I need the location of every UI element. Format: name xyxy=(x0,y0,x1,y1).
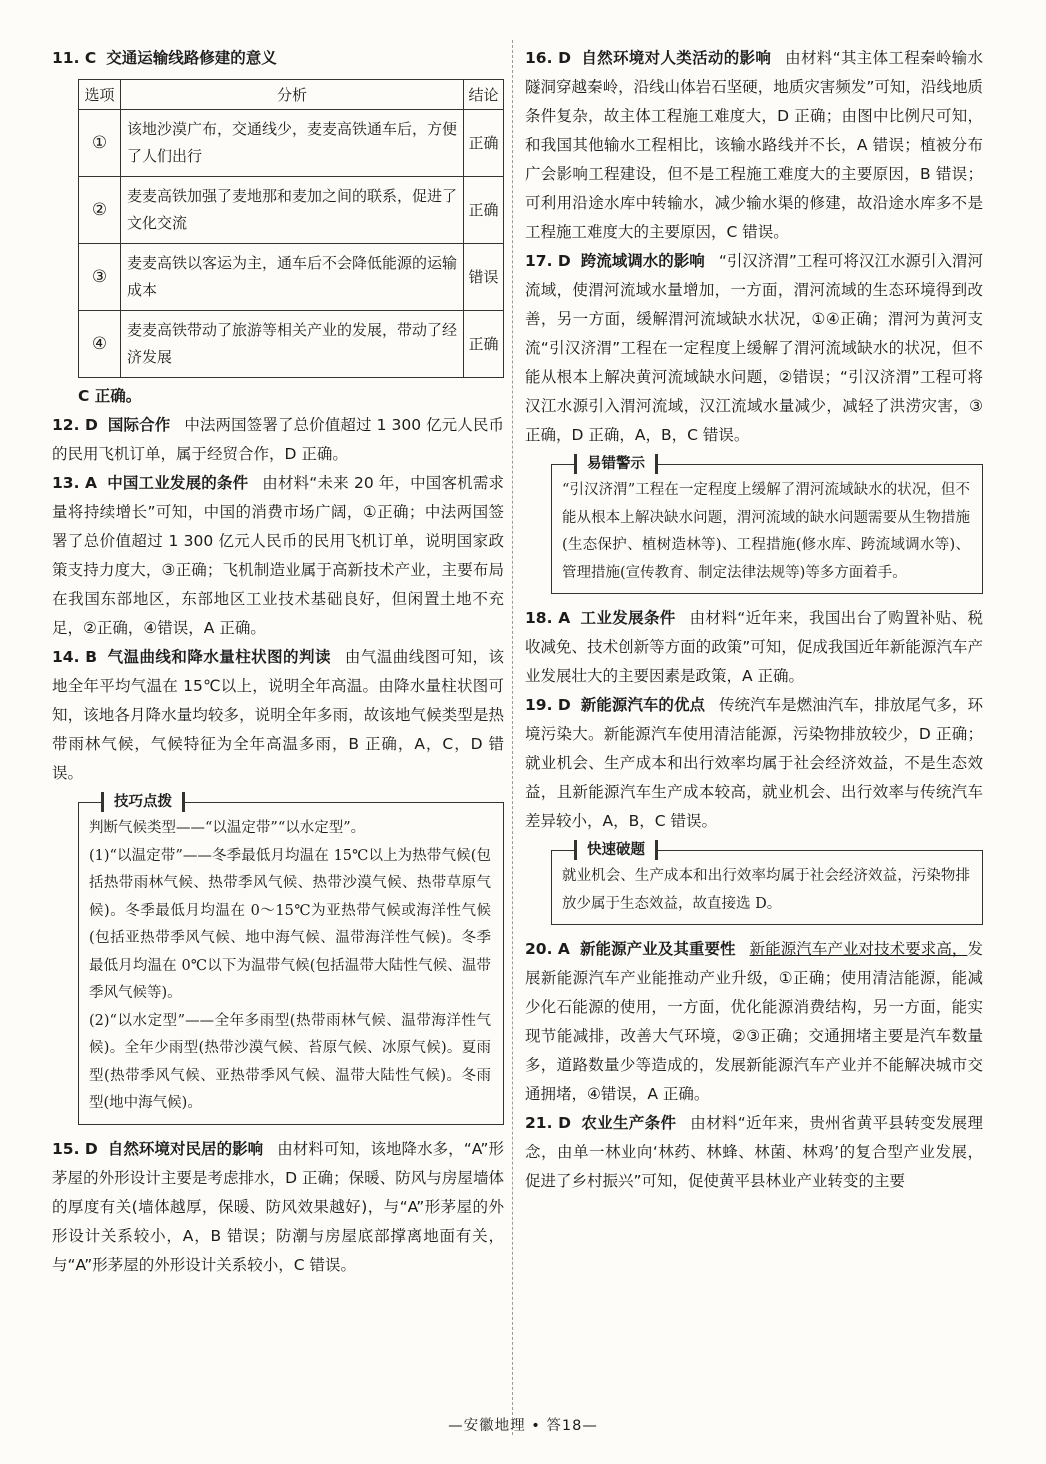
question-text: 由材料“近年来，贵州省黄平县转变发展理念，由单一林业向‘林药、林蜂、林菌、林鸡’的复合型产业发展，促进了乡村振兴”可知，促使黄平县林业产业转变的主要 xyxy=(525,1114,983,1190)
cell-analysis: 麦麦高铁加强了麦地那和麦加之间的联系，促进了文化交流 xyxy=(121,177,464,244)
warning-text: “引汉济渭”工程在一定程度上缓解了渭河流域缺水的状况，但不能从根本上解决缺水问题，渭河流域的缺水问题需要从生物措施(生态保护、植树造林等)、工程措施(修水库、跨流域调水等)、管理措施(宣传教育、制定法律法规等)等多方面着手。 xyxy=(562,482,970,581)
underlined-text: 新能源汽车产业对技术要求高， xyxy=(749,940,968,958)
table-row xyxy=(79,177,504,244)
question-topic: 自然环境对民居的影响 xyxy=(107,1139,264,1158)
question-text: 发展新能源汽车产业能推动产业升级，①正确；使用清洁能源，能减少化石能源的使用，一方面，优化能源消费结构，另一方面，能实现节能减排，改善大气环境，②③正确；交通拥堵主要是汽车数量多，道路数量少等造成的，发展新能源汽车产业并不能解决城市交通拥堵，④错误，A 正确。 xyxy=(525,940,983,1103)
question-21 xyxy=(525,1109,983,1196)
question-text: 中法两国签署了总价值超过 1 300 亿元人民币的民用飞机订单，属于经贸合作，D 正确。 xyxy=(52,416,504,463)
cell-option: ④ xyxy=(79,311,121,378)
question-topic: 交通运输线路修建的意义 xyxy=(106,49,277,67)
question-number: 18. A xyxy=(525,609,571,627)
question-text: 由气温曲线图可知，该地全年平均气温在 15℃以上，说明全年高温。由降水量柱状图可知，该地各月降水量均较多，说明全年多雨，故该地气候类型是热带雨林气候，气候特征为全年高温多雨，B 正确，A，C，D 错误。 xyxy=(52,648,504,782)
question-topic: 新能源汽车的优点 xyxy=(580,696,706,714)
question-20 xyxy=(525,935,983,1109)
question-topic: 工业发展条件 xyxy=(580,609,676,627)
question-11 xyxy=(52,44,504,73)
cell-analysis: 麦麦高铁带动了旅游等相关产业的发展，带动了经济发展 xyxy=(121,311,464,378)
tip-box-title: 技巧点拨 xyxy=(101,792,185,812)
cell-analysis: 该地沙漠广布，交通线少，麦麦高铁通车后，方便了人们出行 xyxy=(121,110,464,177)
tip-line: 判断气候类型——“以温定带”“以水定型”。 xyxy=(89,820,366,836)
left-column xyxy=(52,44,504,1280)
question-text: 传统汽车是燃油汽车，排放尾气多，环境污染大。新能源汽车使用清洁能源，污染物排放较少，D 正确；就业机会、生产成本和出行效率均属于社会经济效益，不是生态效益，且新能源汽车生产成本较高，就业机会、出行效率与传统汽车差异较小，A，B，C 错误。 xyxy=(525,696,983,830)
question-number: 11. C xyxy=(52,49,97,67)
question-text: 由材料“其主体工程秦岭输水隧洞穿越秦岭，沿线山体岩石坚硬，地质灾害频发”可知，沿线地质条件复杂，故主体工程施工难度大，D 正确；由图中比例尺可知，和我国其他输水工程相比，该输水路线并不长，A 错误；植被分布广会影响工程建设，但不是工程施工难度大的主要原因，B 错误；可利用沿途水库中转输水，减少输水渠的修建，故沿途水库多不是工程施工难度大的主要原因，C 错误。 xyxy=(525,49,983,241)
header-option: 选项 xyxy=(79,80,121,110)
tip-line: (1)“以温定带”——冬季最低月均温在 15℃以上为热带气候(包括热带雨林气候、热带季风气候、热带沙漠气候、热带草原气候)。冬季最低月均温在 0～15℃为亚热带气候或海洋性气候(包括亚热带季风气候、地中海气候、温带海洋性气候)。冬季最低月均温在 0℃以下为温带气候(包括温带大陆性气候、温带季风气候等)。 xyxy=(89,847,491,1001)
question-number: 14. B xyxy=(52,648,98,666)
cell-option: ③ xyxy=(79,244,121,311)
question-number: 20. A xyxy=(525,940,570,958)
question-14 xyxy=(52,643,504,788)
question-text: 由材料“近年来，我国出台了购置补贴、税收减免、技术创新等方面的政策”可知，促成我国近年新能源汽车产业发展壮大的主要因素是政策，A 正确。 xyxy=(525,609,983,685)
question-number: 13. A xyxy=(52,474,98,492)
question-number: 15. D xyxy=(52,1139,98,1158)
question-topic: 中国工业发展的条件 xyxy=(107,474,249,492)
page-footer: —安徽地理 • 答18— xyxy=(448,1418,598,1434)
quick-solve-box-title: 快速破题 xyxy=(574,840,658,860)
cell-analysis: 麦麦高铁以客运为主，通车后不会降低能源的运输成本 xyxy=(121,244,464,311)
question-topic: 气温曲线和降水量柱状图的判读 xyxy=(107,648,331,666)
question-topic: 农业生产条件 xyxy=(581,1114,677,1132)
quick-solve-box xyxy=(551,842,983,925)
question-15 xyxy=(52,1135,504,1280)
right-column xyxy=(525,44,983,1196)
quick-solve-text: 就业机会、生产成本和出行效率均属于社会经济效益，污染物排放少属于生态效益，故直接选 D。 xyxy=(562,868,970,912)
table-header-row xyxy=(79,80,504,110)
analysis-table xyxy=(78,79,504,378)
table-row xyxy=(79,110,504,177)
question-19 xyxy=(525,691,983,836)
question-topic: 跨流域调水的影响 xyxy=(580,252,705,270)
header-result: 结论 xyxy=(464,80,504,110)
tip-box xyxy=(78,794,504,1125)
warning-box-title: 易错警示 xyxy=(574,454,658,474)
cell-option: ② xyxy=(79,177,121,244)
question-17 xyxy=(525,247,983,450)
question-18 xyxy=(525,604,983,691)
tip-line: (2)“以水定型”——全年多雨型(热带雨林气候、温带海洋性气候)。全年少雨型(热带沙漠气候、苔原气候、冰原气候)。夏雨型(热带季风气候、亚热带季风气候、温带大陆性气候)。冬雨型(地中海气候)。 xyxy=(89,1012,491,1111)
cell-result: 正确 xyxy=(464,311,504,378)
question-16 xyxy=(525,44,983,247)
question-number: 16. D xyxy=(525,49,572,67)
question-number: 17. D xyxy=(525,252,571,270)
header-analysis: 分析 xyxy=(121,80,464,110)
question-number: 19. D xyxy=(525,696,571,714)
cell-result: 错误 xyxy=(464,244,504,311)
question-text: 由材料“未来 20 年，中国客机需求量将持续增长”可知，中国的消费市场广阔，①正确；中法两国签署了总价值超过 1 300 亿元人民币的民用飞机订单，说明国家政策支持力度大，③正确；飞机制造业属于高新技术产业，主要布局在我国东部地区，东部地区工业技术基础良好，但闲置土地不充足，②正确，④错误，A 正确。 xyxy=(52,474,504,637)
question-number: 12. D xyxy=(52,416,98,434)
warning-box xyxy=(551,456,983,594)
table-row xyxy=(79,244,504,311)
cell-result: 正确 xyxy=(464,110,504,177)
question-11-conclusion: C 正确。 xyxy=(78,387,142,405)
question-topic: 国际合作 xyxy=(107,416,171,434)
question-13 xyxy=(52,469,504,643)
question-text: 由材料可知，该地降水多，“A”形茅屋的外形设计主要是考虑排水，D 正确；保暖、防风与房屋墙体的厚度有关(墙体越厚，保暖、防风效果越好)，与“A”形茅屋的外形设计关系较小，A，B 错误；防潮与房屋底部撑离地面有关，与“A”形茅屋的外形设计关系较小，C 错误。 xyxy=(52,1139,504,1274)
question-12 xyxy=(52,411,504,469)
table-row xyxy=(79,311,504,378)
question-topic: 自然环境对人类活动的影响 xyxy=(581,49,772,67)
cell-option: ① xyxy=(79,110,121,177)
question-number: 21. D xyxy=(525,1114,572,1132)
question-text: “引汉济渭”工程可将汉江水源引入渭河流域，使渭河流域水量增加，一方面，渭河流域的生态环境得到改善，另一方面，缓解渭河流域缺水状况，①④正确；渭河为黄河支流“引汉济渭”工程在一定程度上缓解了渭河流域缺水的状况，但不能从根本上解决黄河流域缺水问题，②错误；“引汉济渭”工程可将汉江水源引入渭河流域，汉江流域水量减少，减轻了洪涝灾害，③正确，D 正确，A，B，C 错误。 xyxy=(525,252,983,444)
column-divider xyxy=(512,40,513,1435)
cell-result: 正确 xyxy=(464,177,504,244)
question-topic: 新能源产业及其重要性 xyxy=(579,940,736,958)
